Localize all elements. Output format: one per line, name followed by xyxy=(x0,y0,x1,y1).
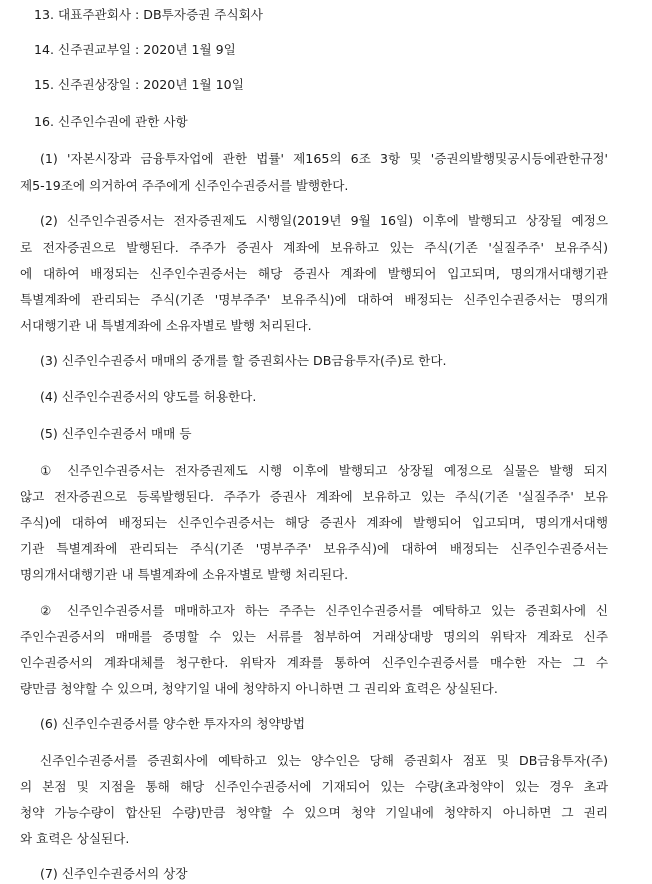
section-2-line-4: 특별계좌에 관리되는 주식(기존 '명부주주' 보유주식)에 대하여 배정되는 신주인수권증서는 명의개 xyxy=(20,292,608,307)
section-6-line-2: 의 본점 및 지점을 통해 해당 신주인수권증서에 기재되어 있는 수량(초과청약이 있는 경우 초과 xyxy=(20,779,608,794)
section-5-para-2-line-3: 인수권증서의 계좌대체를 청구한다. 위탁자 계좌를 통하여 신주인수권증서를 매수한 자는 그 수 xyxy=(20,655,608,670)
section-2-line-1: (2) 신주인수권증서는 전자증권제도 시행일(2019년 9월 16일) 이후에 발행되고 상장될 예정으 xyxy=(40,213,608,228)
section-2-line-5: 서대행기관 내 특별계좌에 소유자별로 발행 처리된다. xyxy=(20,318,312,333)
section-6-heading: (6) 신주인수권증서를 양수한 투자자의 청약방법 xyxy=(40,716,305,731)
section-6-line-3: 청약 가능수량이 합산된 수량)만큼 청약할 수 있으며 청약 기일내에 청약하지 아니하면 그 권리 xyxy=(20,805,608,820)
section-6-line-4: 와 효력은 상실된다. xyxy=(20,831,130,846)
item-15-listing-date: 15. 신주권상장일 : 2020년 1월 10일 xyxy=(34,77,244,92)
section-3-line-1: (3) 신주인수권증서 매매의 중개를 할 증권회사는 DB금융투자(주)로 한다. xyxy=(40,353,447,368)
section-5-para-1-line-5: 명의개서대행기관 내 특별계좌에 소유자별로 발행 처리된다. xyxy=(20,567,349,582)
section-5-para-2-line-4: 량만큼 청약할 수 있으며, 청약기일 내에 청약하지 아니하면 그 권리와 효력은 상실된다. xyxy=(20,681,498,696)
section-5-para-1-line-1: ① 신주인수권증서는 전자증권제도 시행 이후에 발행되고 상장될 예정으로 실물은 발행 되지 xyxy=(40,463,608,478)
section-1-line-1: (1) '자본시장과 금융투자업에 관한 법률' 제165의 6조 3항 및 '증권의발행및공시등에관한규정' xyxy=(40,151,608,166)
section-2-line-3: 에 대하여 배정되는 신주인수권증서는 해당 증권사 계좌에 발행되어 입고되며, 명의개서대행기관 xyxy=(20,266,608,281)
section-5-heading: (5) 신주인수권증서 매매 등 xyxy=(40,426,192,441)
item-16-heading: 16. 신주인수권에 관한 사항 xyxy=(34,114,188,129)
section-5-para-1-line-2: 않고 전자증권으로 등록발행된다. 주주가 증권사 계좌에 보유하고 있는 주식(기존 '실질주주' 보유 xyxy=(20,489,608,504)
section-2-line-2: 로 전자증권으로 발행된다. 주주가 증권사 계좌에 보유하고 있는 주식(기존 '실질주주' 보유주식) xyxy=(20,240,608,255)
section-7-heading: (7) 신주인수권증서의 상장 xyxy=(40,866,188,881)
item-14-delivery-date: 14. 신주권교부일 : 2020년 1월 9일 xyxy=(34,42,236,57)
section-4-line-1: (4) 신주인수권증서의 양도를 허용한다. xyxy=(40,389,257,404)
section-5-para-1-line-4: 기관 특별계좌에 관리되는 주식(기존 '명부주주' 보유주식)에 대하여 배정되는 신주인수권증서는 xyxy=(20,541,608,556)
section-1-line-2: 제5-19조에 의거하여 주주에게 신주인수권증서를 발행한다. xyxy=(20,178,349,193)
section-5-para-2-line-2: 주인수권증서의 매매를 증명할 수 있는 서류를 첨부하여 거래상대방 명의의 위탁자 계좌로 신주 xyxy=(20,629,608,644)
item-13-lead-manager: 13. 대표주관회사 : DB투자증권 주식회사 xyxy=(34,7,263,22)
section-5-para-2-line-1: ② 신주인수권증서를 매매하고자 하는 주주는 신주인수권증서를 예탁하고 있는 증권회사에 신 xyxy=(40,603,608,618)
section-6-line-1: 신주인수권증서를 증권회사에 예탁하고 있는 양수인은 당해 증권회사 점포 및 DB금융투자(주) xyxy=(40,753,608,768)
section-5-para-1-line-3: 주식)에 대하여 배정되는 신주인수권증서는 해당 증권사 계좌에 발행되어 입고되며, 명의개서대행 xyxy=(20,515,608,530)
